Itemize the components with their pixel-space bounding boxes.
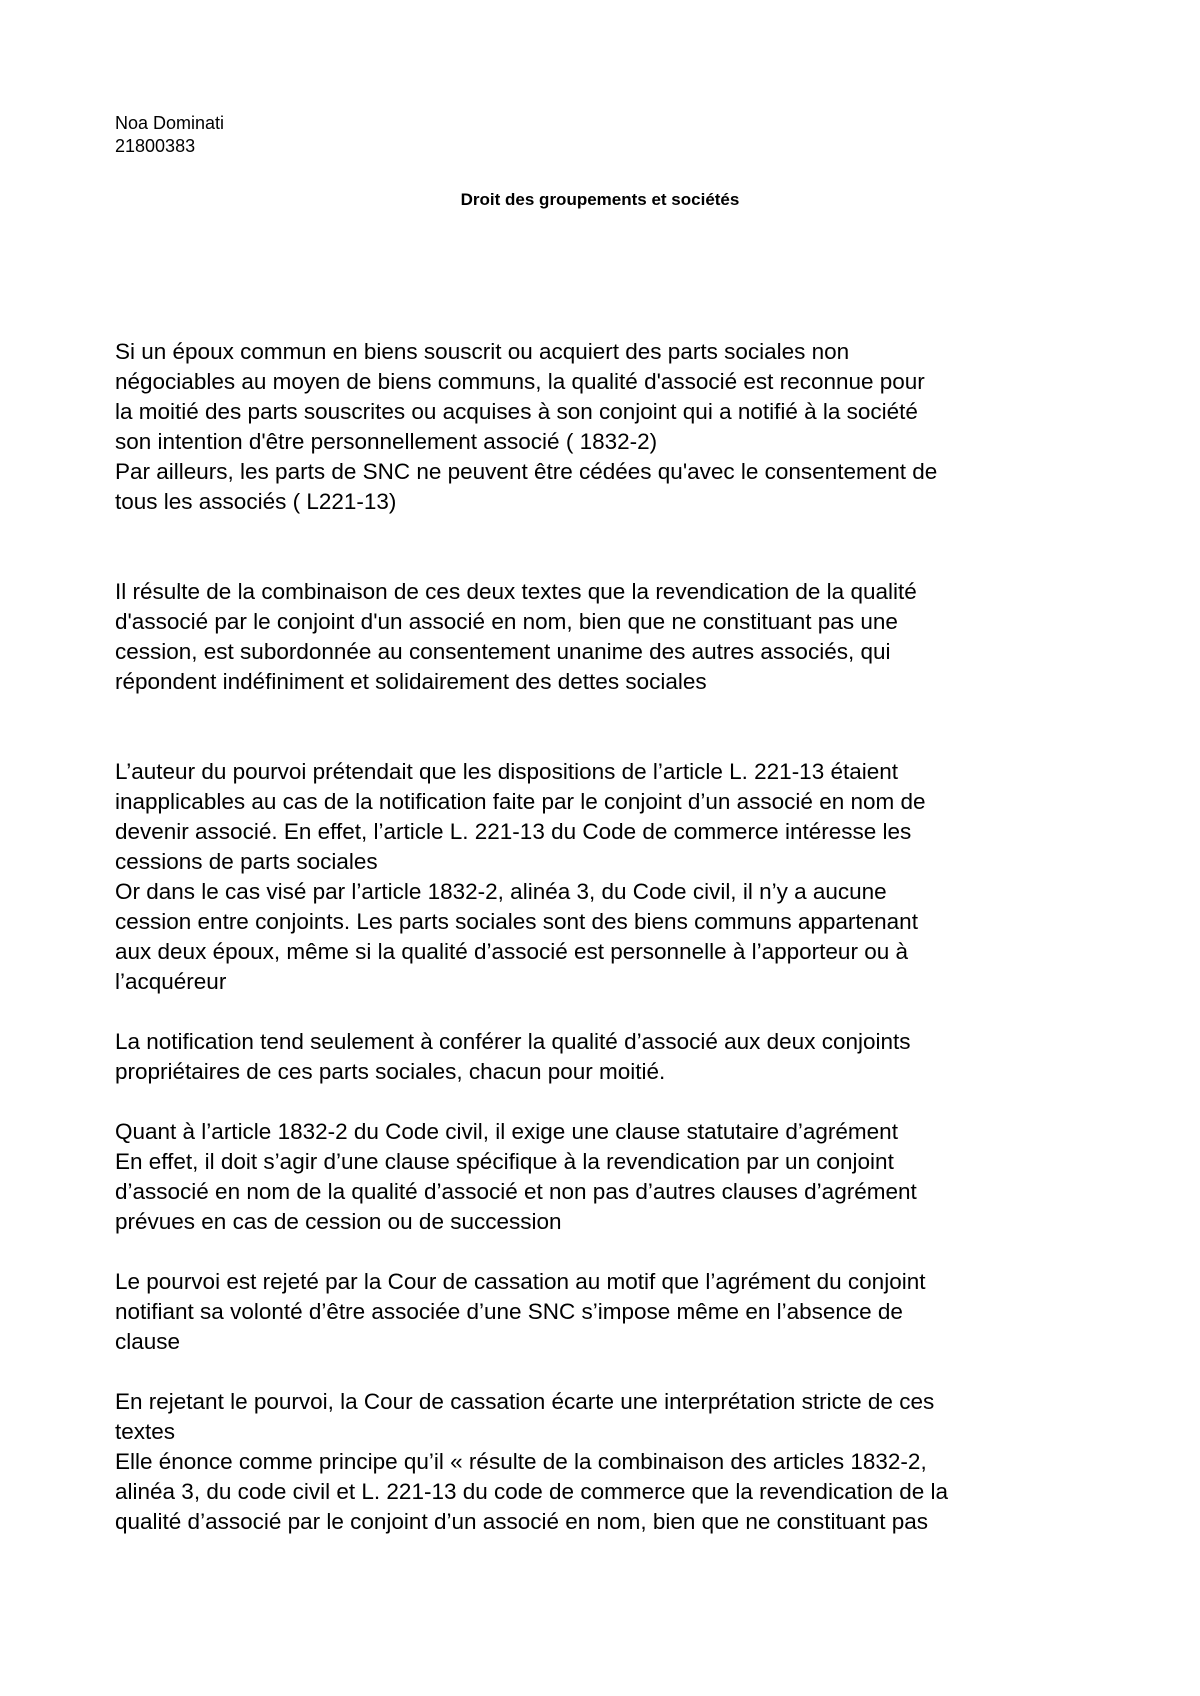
text-line: propriétaires de ces parts sociales, chacun pour moitié.	[115, 1059, 666, 1084]
text-line: Elle énonce comme principe qu’il « résulte de la combinaison des articles 1832-2,	[115, 1449, 927, 1474]
text-line: négociables au moyen de biens communs, la qualité d'associé est reconnue pour	[115, 369, 925, 394]
text-line: inapplicables au cas de la notification faite par le conjoint d’un associé en nom de	[115, 789, 926, 814]
paragraph-spacer	[115, 517, 1095, 577]
text-line: textes	[115, 1419, 176, 1444]
text-line: cessions de parts sociales	[115, 849, 378, 874]
text-line: clause	[115, 1329, 181, 1354]
text-line: devenir associé. En effet, l’article L. 221-13 du Code de commerce intéresse les	[115, 819, 912, 844]
text-line: En effet, il doit s’agir d’une clause spécifique à la revendication par un conjoint	[115, 1149, 894, 1174]
text-line: prévues en cas de cession ou de succession	[115, 1209, 562, 1234]
paragraph-3	[115, 757, 1095, 997]
paragraph-spacer	[115, 1237, 1095, 1267]
paragraph-5	[115, 1117, 1095, 1237]
text-line: qualité d’associé par le conjoint d’un associé en nom, bien que ne constituant pas	[115, 1509, 929, 1534]
text-line: La notification tend seulement à conférer la qualité d’associé aux deux conjoints	[115, 1029, 911, 1054]
paragraph-spacer	[115, 1087, 1095, 1117]
text-line: la moitié des parts souscrites ou acquises à son conjoint qui a notifié à la société	[115, 399, 918, 424]
paragraph-6	[115, 1267, 1095, 1357]
text-line: aux deux époux, même si la qualité d’associé est personnelle à l’apporteur ou à	[115, 939, 908, 964]
author-name: Noa Dominati	[115, 113, 225, 133]
text-line: Quant à l’article 1832-2 du Code civil, il exige une clause statutaire d’agrément	[115, 1119, 898, 1144]
text-line: Si un époux commun en biens souscrit ou acquiert des parts sociales non	[115, 339, 850, 364]
student-number: 21800383	[115, 136, 196, 156]
text-line: notifiant sa volonté d’être associée d’une SNC s’impose même en l’absence de	[115, 1299, 903, 1324]
text-line: Le pourvoi est rejeté par la Cour de cassation au motif que l’agrément du conjoint	[115, 1269, 926, 1294]
paragraph-7	[115, 1387, 1095, 1537]
text-line: l’acquéreur	[115, 969, 227, 994]
author-header	[115, 112, 224, 158]
text-line: En rejetant le pourvoi, la Cour de cassation écarte une interprétation stricte de ces	[115, 1389, 935, 1414]
text-line: L’auteur du pourvoi prétendait que les dispositions de l’article L. 221-13 étaient	[115, 759, 899, 784]
document-title: Droit des groupements et sociétés	[460, 190, 740, 209]
paragraph-spacer	[115, 697, 1095, 757]
text-line: d'associé par le conjoint d'un associé en nom, bien que ne constituant pas une	[115, 609, 898, 634]
text-line: Il résulte de la combinaison de ces deux textes que la revendication de la qualité	[115, 579, 917, 604]
paragraph-spacer	[115, 1357, 1095, 1387]
text-line: Par ailleurs, les parts de SNC ne peuvent être cédées qu'avec le consentement de	[115, 459, 938, 484]
text-line: tous les associés ( L221-13)	[115, 489, 397, 514]
text-line: alinéa 3, du code civil et L. 221-13 du code de commerce que la revendication de la	[115, 1479, 949, 1504]
text-line: cession entre conjoints. Les parts sociales sont des biens communs appartenant	[115, 909, 918, 934]
text-line: répondent indéfiniment et solidairement des dettes sociales	[115, 669, 707, 694]
paragraph-1	[115, 337, 1095, 517]
paragraph-2	[115, 577, 1095, 697]
text-line: cession, est subordonnée au consentement unanime des autres associés, qui	[115, 639, 891, 664]
paragraph-spacer	[115, 997, 1095, 1027]
text-line: d’associé en nom de la qualité d’associé et non pas d’autres clauses d’agrément	[115, 1179, 917, 1204]
text-line: Or dans le cas visé par l’article 1832-2, alinéa 3, du Code civil, il n’y a aucune	[115, 879, 887, 904]
paragraph-4	[115, 1027, 1095, 1087]
text-line: son intention d'être personnellement associé ( 1832-2)	[115, 429, 658, 454]
document-body	[115, 337, 1095, 1537]
